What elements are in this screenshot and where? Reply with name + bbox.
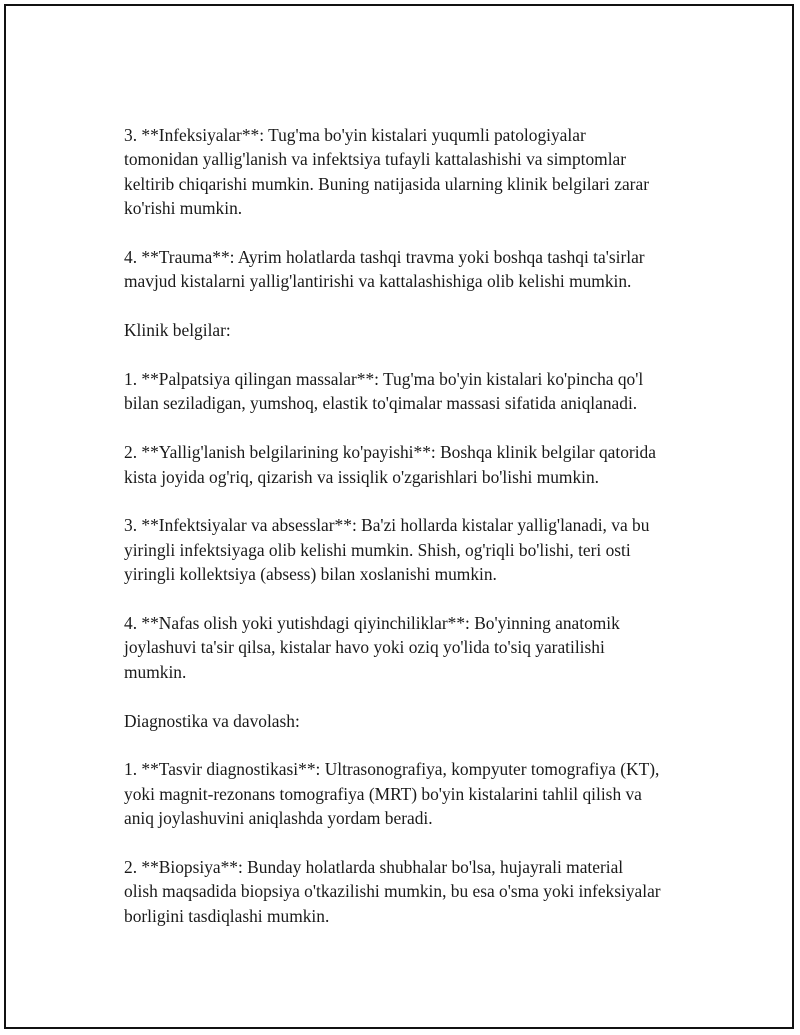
heading-diagnostika-davolash: Diagnostika va davolash:: [124, 710, 300, 731]
paragraph-nafas-olish: 4. **Nafas olish yoki yutishdagi qiyinchiliklar**: Bo'yinning anatomik joylashuvi ta'sir qilsa, kistalar havo yoki oziq yo'lida to'siq yaratilishi mumkin.: [124, 613, 620, 682]
document-body: [124, 123, 724, 953]
paragraph-yalliglanish: 2. **Yallig'lanish belgilarining ko'payishi**: Boshqa klinik belgilar qatorida kista joyida og'riq, qizarish va issiqlik o'zgarishlari bo'lishi mumkin.: [124, 442, 656, 487]
page-frame: [4, 4, 794, 1029]
paragraph-trauma: 4. **Trauma**: Ayrim holatlarda tashqi travma yoki boshqa tashqi ta'sirlar mavjud kistalarni yallig'lantirishi va kattalashishiga olib kelishi mumkin.: [124, 247, 645, 292]
paragraph-biopsiya: 2. **Biopsiya**: Bunday holatlarda shubhalar bo'lsa, hujayrali material olish maqsadida biopsiya o'tkazilishi mumkin, bu esa o'sma yoki infeksiyalar borligini tasdiqlashi mumkin.: [124, 857, 661, 926]
paragraph-palpatsiya: 1. **Palpatsiya qilingan massalar**: Tug'ma bo'yin kistalari ko'pincha qo'l bilan seziladigan, yumshoq, elastik to'qimalar massasi sifatida aniqlanadi.: [124, 369, 644, 414]
heading-klinik-belgilar: Klinik belgilar:: [124, 320, 231, 341]
paragraph-infeksiyalar: 3. **Infeksiyalar**: Tug'ma bo'yin kistalari yuqumli patologiyalar tomonidan yallig'lanish va infektsiya tufayli kattalashishi va simptomlar keltirib chiqarishi mumkin. Buning natijasida ularning klinik belgilari zarar ko'rishi mumkin.: [124, 125, 649, 219]
paragraph-infektsiyalar-absesslar: 3. **Infektsiyalar va absesslar**: Ba'zi hollarda kistalar yallig'lanadi, va bu yiringli infektsiyaga olib kelishi mumkin. Shish, og'riqli bo'lishi, teri osti yiringli kollektsiya (absess) bilan xoslanishi mumkin.: [124, 515, 650, 585]
paragraph-tasvir-diagnostikasi: 1. **Tasvir diagnostikasi**: Ultrasonografiya, kompyuter tomografiya (KT), yoki magnit-rezonans tomografiya (MRT) bo'yin kistalarini tahlil qilish va aniq joylashuvini aniqlashda yordam beradi.: [124, 759, 660, 829]
